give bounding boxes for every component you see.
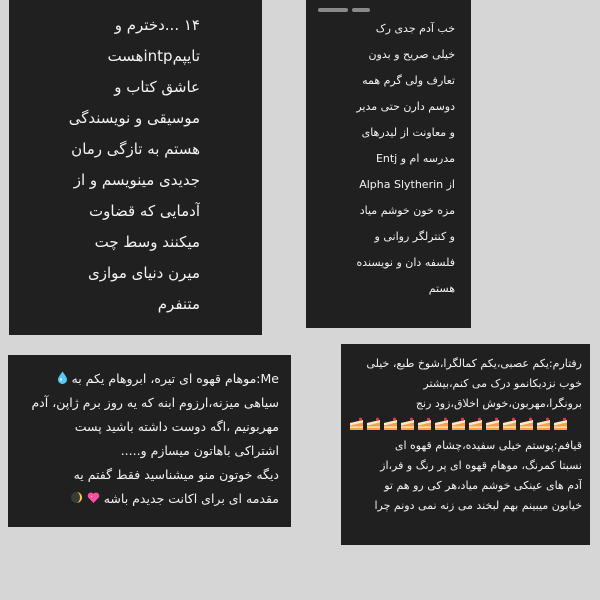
droplet-icon bbox=[57, 368, 68, 392]
cake-slice-icon bbox=[366, 416, 381, 432]
cake-slice-icon bbox=[349, 416, 364, 432]
bio-line-text: مقدمه ای برای اکانت جدیدم باشه bbox=[103, 491, 279, 506]
bio-line: خیلی صریح و بدون bbox=[368, 48, 455, 61]
cake-slice-icon bbox=[468, 416, 483, 432]
bio-line: موسیقی و نویسندگی bbox=[68, 109, 200, 127]
bio-line: مزه خون خوشم میاد bbox=[359, 204, 455, 217]
cake-row bbox=[349, 414, 582, 436]
bio-line: اشتراکی باهاتون میسازم و..... bbox=[120, 443, 279, 458]
bio-line: میرن دنیای موازی bbox=[87, 264, 200, 282]
crescent-moon-icon bbox=[70, 488, 83, 512]
cake-slice-icon bbox=[519, 416, 534, 432]
bio-line: میکنند وسط چت bbox=[94, 233, 200, 251]
bio-line: برونگرا،مهربون،خوش اخلاق،زود رنج bbox=[415, 397, 582, 410]
cake-slice-icon bbox=[502, 416, 517, 432]
bio-line: فلسفه دان و نویسنده bbox=[356, 256, 455, 269]
cake-slice-icon bbox=[434, 416, 449, 432]
bio-line: سیاهی میزنه،ارزوم ابنه که یه روز برم ژاپن، آدم bbox=[31, 395, 279, 410]
cake-slice-icon bbox=[451, 416, 466, 432]
cake-slice-icon bbox=[383, 416, 398, 432]
bio-line: و کنترلگر روانی و bbox=[374, 230, 455, 243]
bio-line: هستم bbox=[428, 282, 455, 295]
bio-line: هستم به تازگی رمان bbox=[71, 140, 200, 158]
bio-line: خیابون میبینم بهم لبخند می زنه نمی دونم چرا bbox=[374, 499, 582, 512]
bio-line: جدیدی مینویسم و از bbox=[73, 171, 200, 189]
bio-line: تایپمintpهست bbox=[107, 47, 200, 65]
bio-line: Alpha Slytherin از bbox=[359, 178, 455, 191]
cake-slice-icon bbox=[485, 416, 500, 432]
bio-card-top-left bbox=[9, 0, 262, 335]
bio-line bbox=[20, 487, 279, 511]
bio-card-top-right bbox=[306, 0, 471, 328]
bio-line: متنفرم bbox=[157, 295, 200, 313]
bio-line: ۱۴ ...دختر‌م و bbox=[114, 16, 200, 34]
bio-line: عاشق کتاب و bbox=[114, 78, 200, 96]
bio-line-text: Me:موهام قهوه ای تیره، ابروهام یکم به bbox=[71, 371, 279, 386]
bio-line: تعارف ولی گرم همه bbox=[362, 74, 455, 87]
bio-line: و معاونت از لیدرهای bbox=[361, 126, 455, 139]
bio-line: خب آدم جدی رک bbox=[375, 22, 455, 35]
bio-line: آدمایی که قضاوت bbox=[89, 202, 200, 220]
cake-slice-icon bbox=[536, 416, 551, 432]
cake-slice-icon bbox=[553, 416, 568, 432]
cake-slice-icon bbox=[417, 416, 432, 432]
bio-line: مدرسه ام و Entj bbox=[375, 152, 455, 165]
cake-slice-icon bbox=[400, 416, 415, 432]
bio-line: رفتارم:یکم عصبی،یکم کمالگرا،شوخ طبع، خیلی bbox=[366, 357, 582, 370]
bio-line bbox=[20, 367, 279, 391]
bio-card-bottom-left bbox=[8, 355, 291, 527]
bio-line: نسبتا کمرنگ، موهام قهوه ای پر رنگ و فر،از bbox=[380, 459, 582, 472]
pink-heart-icon bbox=[87, 488, 100, 512]
bio-card-bottom-right bbox=[341, 344, 590, 545]
bio-line: آدم های عینکی خوشم میاد،هر کی رو هم تو bbox=[384, 479, 582, 492]
bio-line: دوسم دارن حتی مدیر bbox=[356, 100, 455, 113]
bio-line: دیگه خوتون منو میشناسید فقط گفتم یه bbox=[73, 467, 279, 482]
bio-line: مهربونیم ،اگه دوست داشته باشید پست bbox=[74, 419, 279, 434]
bio-line: قیافم:پوستم خیلی سفیده،چشام قهوه ای bbox=[394, 439, 582, 452]
bio-line: خوب نزدیکانمو درک می کنم،بیشتر bbox=[423, 377, 582, 390]
cropped-text-fragment bbox=[318, 2, 455, 16]
